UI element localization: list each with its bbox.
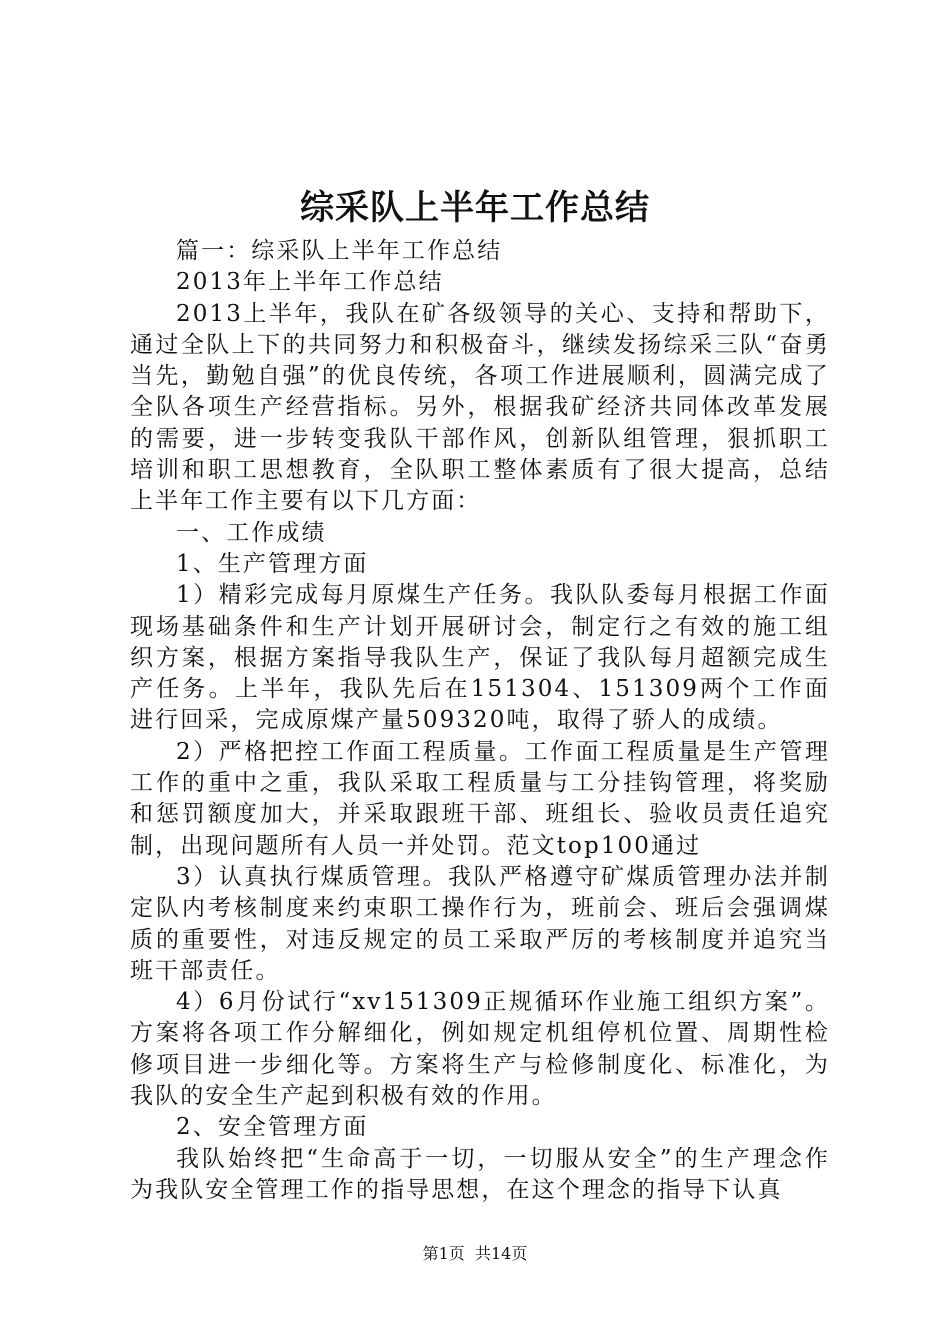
page-total: 共14页	[474, 1244, 528, 1263]
subsection-heading: 1、生产管理方面	[176, 550, 369, 577]
subtitle: 2013年上半年工作总结	[176, 269, 444, 296]
body-paragraph: 2013上半年，我队在矿各级领导的关心、支持和帮助下，通过全队上下的共同努力和积极奋斗，继续发扬综采三队“奋勇当先，勤勉自强”的优良传统，各项工作进展顺利，圆满完成了全队各项生产经营指标。另外，根据我矿经济共同体改革发展的需要，进一步转变我队干部作风，创新队组管理，狠抓职工培训和职工思想教育，全队职工整体素质有了很大提高，总结上半年工作主要有以下几方面：	[130, 300, 830, 515]
body-paragraph: 4）6月份试行“xv151309正规循环作业施工组织方案”。方案将各项工作分解细化，例如规定机组停机位置、周期性检修项目进一步细化等。方案将生产与检修制度化、标准化，为我队的安全生产起到积极有效的作用。	[130, 989, 830, 1110]
section-heading: 篇一：综采队上半年工作总结	[176, 238, 503, 264]
page-footer	[0, 1244, 950, 1264]
body-paragraph: 3）认真执行煤质管理。我队严格遵守矿煤质管理办法并制定队内考核制度来约束职工操作行为，班前会、班后会强调煤质的重要性，对违反规定的员工采取严厉的考核制度并追究当班干部责任。	[130, 863, 830, 984]
subsection-heading: 2、安全管理方面	[176, 1114, 369, 1141]
body-paragraph: 我队始终把“生命高于一切，一切服从安全”的生产理念作为我队安全管理工作的指导思想，在这个理念的指导下认真	[130, 1145, 830, 1203]
section-heading: 一、工作成绩	[176, 519, 327, 546]
document-body	[130, 236, 830, 1206]
body-paragraph: 2）严格把控工作面工程质量。工作面工程质量是生产管理工作的重中之重，我队采取工程质量与工分挂钩管理，将奖励和惩罚额度加大，并采取跟班干部、班组长、验收员责任追究制，出现问题所有人员一并处罚。范文top100通过	[130, 738, 830, 859]
document-title: 综采队上半年工作总结	[300, 188, 650, 228]
body-paragraph: 1）精彩完成每月原煤生产任务。我队队委每月根据工作面现场基础条件和生产计划开展研讨会，制定行之有效的施工组织方案，根据方案指导我队生产，保证了我队每月超额完成生产任务。上半年，我队先后在151304、151309两个工作面进行回采，完成原煤产量509320吨，取得了骄人的成绩。	[130, 582, 830, 734]
page-number: 第1页	[422, 1244, 465, 1263]
